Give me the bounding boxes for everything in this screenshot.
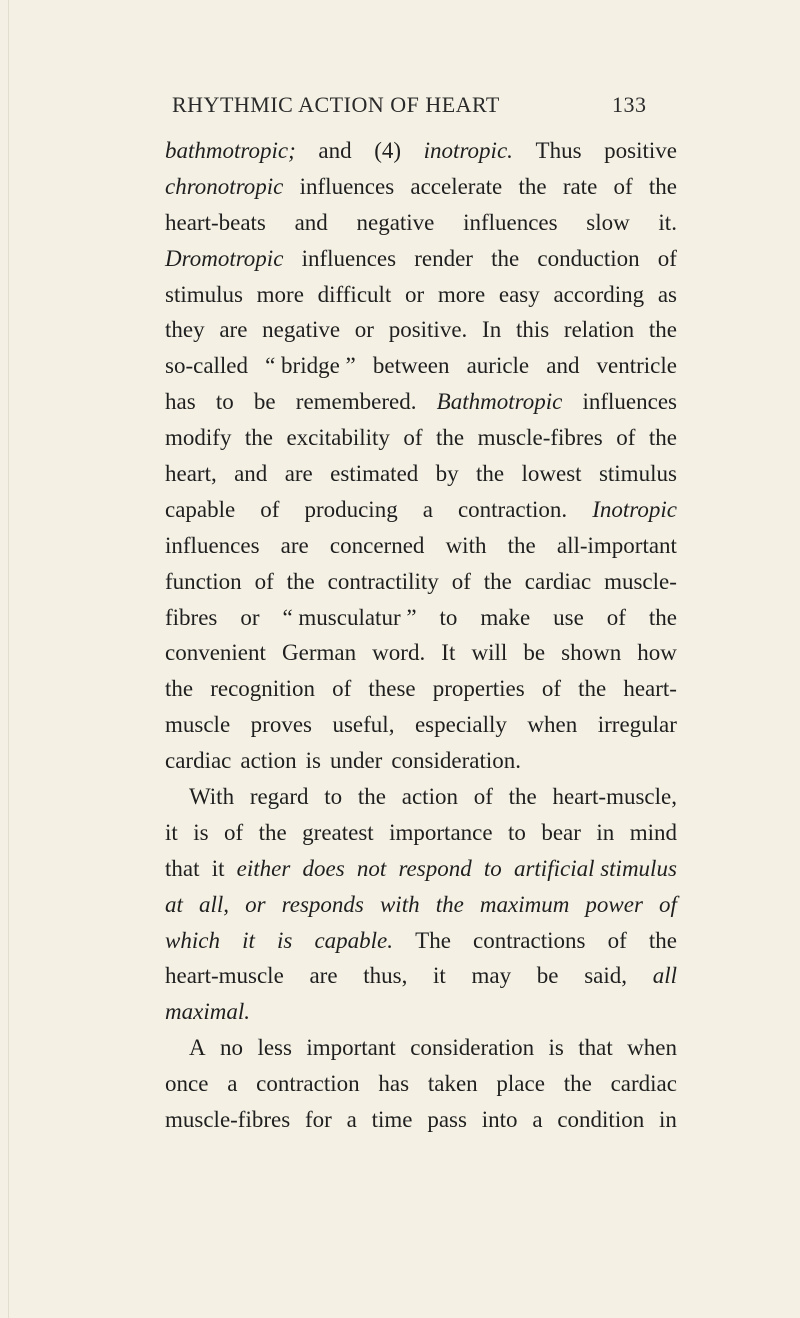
word: render [414,245,473,271]
word: maximal. [165,999,250,1025]
text-line [165,887,677,923]
word: with [379,891,420,917]
word: all-important [556,532,677,558]
word: slow [586,209,630,235]
text-line [165,241,677,277]
word: properties [432,676,525,702]
word: A [189,1035,206,1061]
word: no [220,1035,244,1061]
word: of [607,927,627,953]
page-edge-shadow [8,0,9,1318]
text-line [165,1066,677,1102]
word: are [280,532,309,558]
word: of [659,891,677,917]
word: conduction [537,245,640,271]
word: positive [604,138,677,163]
word: muscle-fibres [477,425,603,451]
word: these [368,676,416,702]
word: maximum [479,891,570,917]
word: muscle- [604,568,677,594]
word: influences [463,209,558,235]
word: contractions [473,927,586,953]
word: is [548,1035,564,1061]
word: useful, [332,712,395,738]
word: mind [629,819,677,845]
word: the [483,568,512,594]
word: With [189,784,235,810]
word: heart-muscle [165,963,284,989]
word: and [294,209,328,235]
word: capable. [314,927,394,953]
word: muscle-fibres [165,1107,291,1133]
word: it [242,927,255,953]
word: stimulus [165,281,243,307]
word: either [236,855,291,881]
text-line [165,958,677,994]
word: contraction. [457,496,568,522]
word: the [578,676,607,702]
word: Inotropic [592,496,677,522]
word: into [481,1107,518,1133]
word: of [451,568,471,594]
word: less [257,1035,292,1061]
word: be [253,389,276,415]
word: they [165,317,205,343]
word: it [433,963,446,989]
word: be [536,963,559,989]
word: the [508,784,537,810]
word: cardiac [524,568,592,594]
word: influences [582,389,677,415]
text-line [165,851,677,887]
word: the [357,784,387,810]
word: the [286,568,315,594]
word: contraction [256,1071,360,1097]
text-line [165,169,677,205]
word: function [165,568,242,594]
word: the [165,676,194,702]
word: to [483,855,502,881]
text-line [165,923,677,959]
text-line [165,205,677,241]
word: excitability [286,425,390,451]
word: or [405,281,425,307]
word: cardiac [610,1071,677,1097]
word: with [445,532,487,558]
text-line [165,600,677,636]
word: more [437,281,486,307]
text-line [165,815,677,851]
word: the [476,461,505,487]
text-line [165,528,677,564]
word: of [224,819,244,845]
word: of [254,568,274,594]
word: power [585,891,643,917]
word: lowest [521,461,582,487]
page-number: 133 [612,92,647,117]
word: said, [584,963,627,989]
word: it [165,819,178,845]
text-line [165,994,677,1030]
word: the [518,173,547,199]
word: does [302,855,345,881]
word: is [276,927,293,953]
word: stimulus [598,461,677,487]
word: heart, [165,461,217,487]
word: important [306,1035,396,1061]
word: as [657,281,677,307]
word: bear [541,819,581,845]
word: the [435,891,464,917]
text-line [165,133,677,169]
word: difficult [317,281,392,307]
text-line [165,564,677,600]
word: The [415,927,451,953]
word: muscle [165,712,231,738]
word: German [282,640,357,666]
text-line [165,277,677,313]
word: in [659,1107,677,1133]
word: chronotropic [165,173,284,199]
text-line [165,492,677,528]
text-line [165,707,677,743]
text-line [165,348,677,384]
word: according [553,281,645,307]
word: of [260,496,280,522]
running-head [0,92,800,122]
word: when [627,1035,677,1061]
word: It [441,640,456,666]
word: remembered. [295,389,417,415]
word: heart-beats [165,209,266,235]
text-line [165,1102,677,1138]
word: of [541,676,561,702]
word: concerned [329,532,425,558]
word: more [256,281,304,307]
text-line [165,635,677,671]
word: especially [414,712,507,738]
word: a [422,496,433,522]
text-line [165,312,677,348]
word: once [165,1071,209,1097]
word: heart- [623,676,677,702]
text-line [165,779,677,815]
word: positive. [388,317,468,343]
word: not [356,855,387,881]
word: bathmotropic; [165,138,296,163]
word: of [616,425,636,451]
word: are [219,317,248,343]
word: make [480,604,531,630]
word: which [165,927,220,953]
word: of [613,173,633,199]
word: influences [299,173,395,199]
word: convenient [165,640,266,666]
word: when [527,712,578,738]
word: importance [389,819,493,845]
word: proves [250,712,312,738]
word: the [244,425,274,451]
word: taken [427,1071,478,1097]
word: the [258,819,287,845]
body-text [165,133,677,1138]
word: (4) [374,138,402,163]
word: negative [356,209,435,235]
word: and [234,461,268,487]
word: influences [165,532,260,558]
word: at [165,891,183,917]
running-title: RHYTHMIC ACTION OF HEART [172,92,500,117]
word: irregular [597,712,677,738]
word: all, [198,891,230,917]
word: producing [304,496,398,522]
word: it [211,855,225,881]
word: inotropic. [423,138,513,163]
word: in [596,819,615,845]
word: between [372,353,450,379]
word: or [354,317,374,343]
word: shown [561,640,622,666]
word: “ bridge ” [265,353,356,379]
word: that [165,855,200,881]
word: recognition [210,676,315,702]
word: accelerate [410,173,503,199]
word: a [227,1071,238,1097]
word: so-called [165,353,249,379]
word: condition [557,1107,645,1133]
word: of [657,245,677,271]
word: the [491,245,520,271]
word: rate [562,173,598,199]
word: action [240,748,297,774]
word: the [648,604,677,630]
word: it. [658,209,677,235]
word: has [378,1071,410,1097]
word: influences [301,245,397,271]
word: the [648,425,677,451]
word: thus, [363,963,408,989]
word: to [439,604,458,630]
word: to [324,784,343,810]
word: or [240,604,260,630]
word: use [553,604,584,630]
word: easy [498,281,540,307]
word: may [471,963,512,989]
word: the [507,532,536,558]
word: consideration. [391,748,521,774]
word: of [473,784,493,810]
word: is [305,748,321,774]
word: of [403,425,423,451]
word: modify [165,425,232,451]
word: are [284,461,313,487]
word: greatest [302,819,374,845]
word: and [546,353,580,379]
word: action [401,784,458,810]
word: the [648,317,677,343]
text-line [165,1030,677,1066]
word: how [637,640,677,666]
word: time [371,1107,413,1133]
word: by [435,461,459,487]
word: In [482,317,502,343]
word: consideration [410,1035,535,1061]
word: capable [165,496,236,522]
word: be [523,640,546,666]
word: relation [563,317,635,343]
word: the [563,1071,592,1097]
word: estimated [330,461,419,487]
word: a [532,1107,543,1133]
word: the [648,927,677,953]
word: this [515,317,550,343]
word: negative [262,317,341,343]
word: Thus [535,138,582,163]
text-line [165,384,677,420]
word: Bathmotropic [436,389,563,415]
word: regard [249,784,309,810]
word: the [648,173,677,199]
word: of [332,676,352,702]
text-line [165,743,677,779]
word: under [329,748,383,774]
word: or [245,891,266,917]
word: responds [281,891,364,917]
word: the [436,425,465,451]
word: a [346,1107,357,1133]
word: pass [427,1107,467,1133]
text-line [165,420,677,456]
word: contractility [327,568,439,594]
text-line [165,671,677,707]
word: is [193,819,209,845]
word: cardiac [165,748,232,774]
word: auricle [466,353,530,379]
word: artificial stimulus [513,855,677,881]
word: to [215,389,234,415]
word: to [508,819,526,845]
text-line [165,456,677,492]
word: has [165,389,196,415]
word: Dromotropic [165,245,284,271]
word: for [304,1107,332,1133]
word: ventricle [596,353,677,379]
word: that [578,1035,613,1061]
word: are [309,963,338,989]
word: “ musculatur ” [282,604,417,630]
word: respond [398,855,472,881]
word: and [318,138,352,163]
word: place [496,1071,545,1097]
word: heart-muscle, [552,784,677,810]
word: will [471,640,508,666]
word: of [606,604,626,630]
word: all [652,963,677,989]
word: word. [372,640,426,666]
word: fibres [165,604,218,630]
